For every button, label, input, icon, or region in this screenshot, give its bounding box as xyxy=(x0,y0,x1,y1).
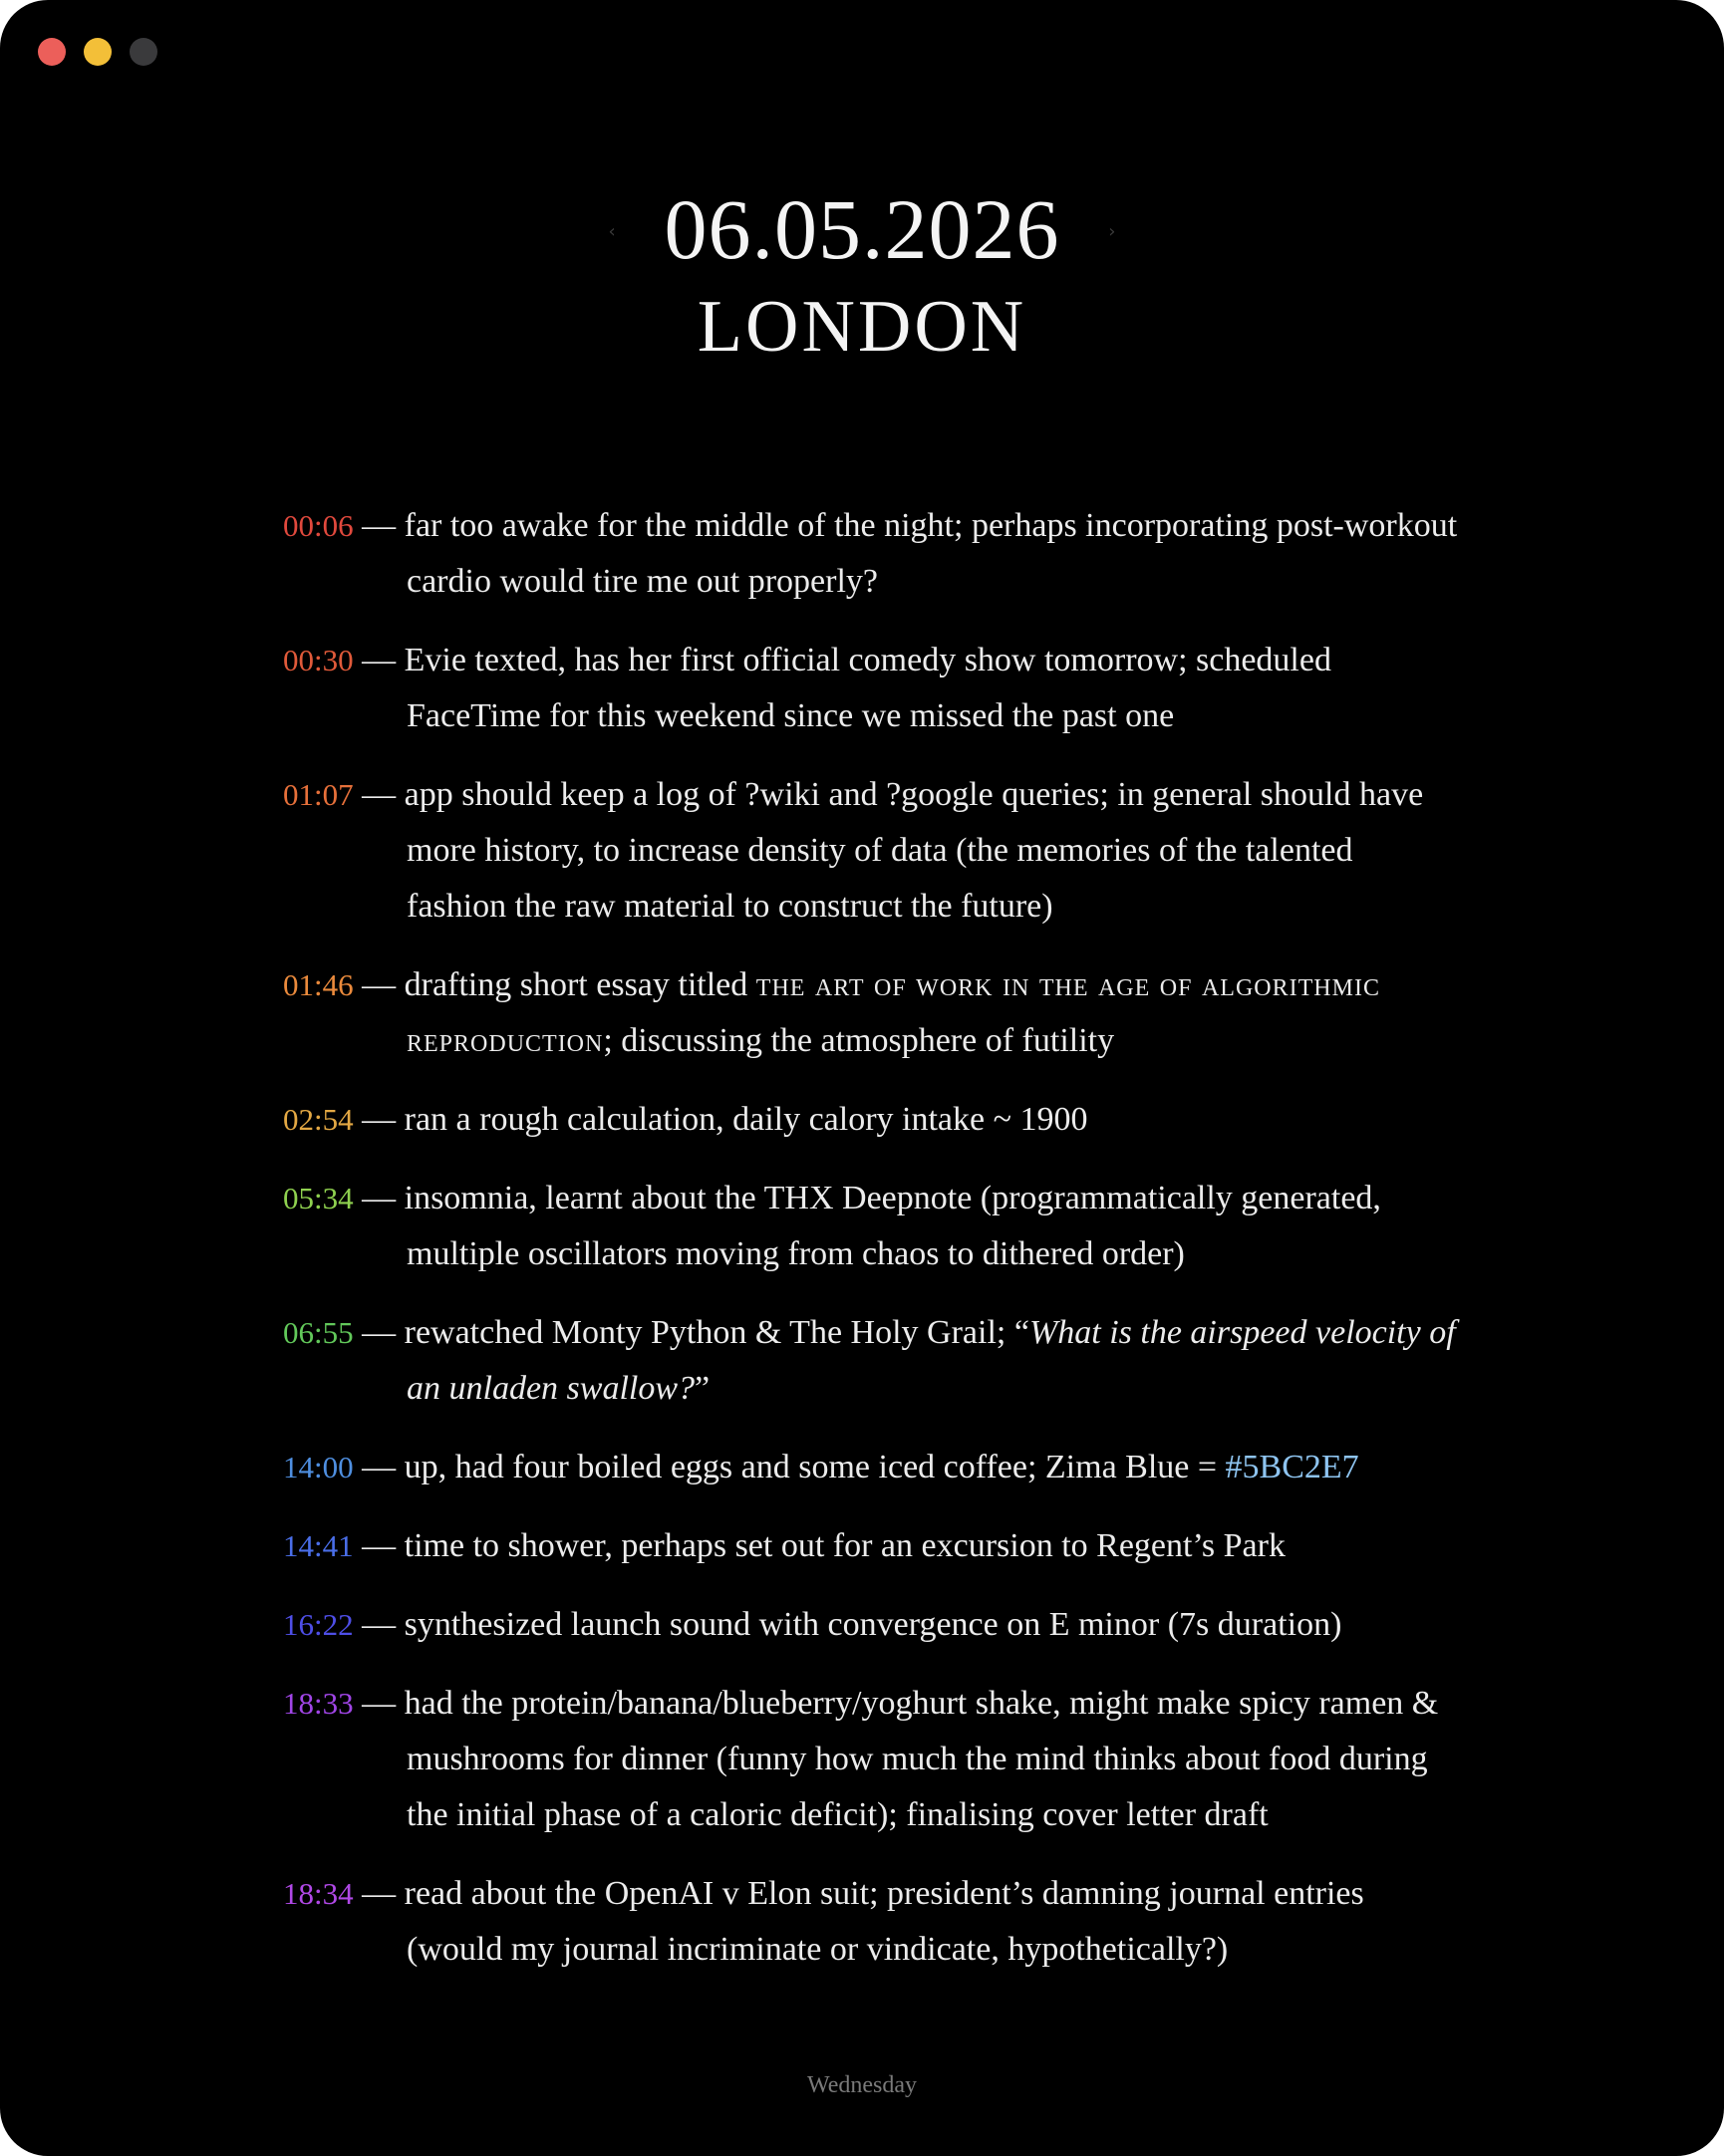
journal-entry xyxy=(283,1518,1459,1574)
minimize-button[interactable] xyxy=(84,38,112,66)
entry-separator: — xyxy=(362,1875,405,1912)
entry-text: drafting short essay titled xyxy=(404,966,756,1003)
entry-time: 05:34 xyxy=(283,1181,354,1215)
entry-time: 18:33 xyxy=(283,1686,354,1721)
entry-text: had the protein/banana/blueberry/yoghurt shake, might make spicy ramen & mushrooms for dinner (funny how much the mind thinks about food during the initial phase of a caloric deficit); finalising cover letter draft xyxy=(404,1685,1439,1833)
entry-separator: — xyxy=(362,1449,405,1485)
entry-text: app should keep a log of ?wiki and ?google queries; in general should have more history, to increase density of data (the memories of the talented fashion the raw material to construct the future) xyxy=(404,776,1424,925)
entry-time: 02:54 xyxy=(283,1102,354,1137)
entry-text: read about the OpenAI v Elon suit; president’s damning journal entries (would my journal incriminate or vindicate, hypothetically?) xyxy=(404,1875,1364,1968)
entry-text: Evie texted, has her first official comedy show tomorrow; scheduled FaceTime for this weekend since we missed the past one xyxy=(404,642,1331,734)
journal-entry xyxy=(283,1305,1459,1417)
entry-time: 14:41 xyxy=(283,1528,354,1563)
entry-separator: — xyxy=(362,1685,405,1722)
entry-separator: — xyxy=(362,1606,405,1643)
entry-separator: — xyxy=(362,507,405,544)
journal-city: LONDON xyxy=(697,286,1027,368)
journal-entries xyxy=(283,498,1459,2001)
entry-text: insomnia, learnt about the THX Deepnote (programmatically generated, multiple oscillators moving from chaos to dithered order) xyxy=(404,1180,1381,1272)
entry-separator: — xyxy=(362,1180,405,1216)
entry-separator: — xyxy=(362,1314,405,1351)
entry-text-tail: ” xyxy=(695,1370,711,1407)
quote-text: What is the airspeed velocity of an unladen swallow? xyxy=(407,1314,1456,1407)
entry-separator: — xyxy=(362,1527,405,1564)
essay-title: the art of work in the age of algorithmic reproduction xyxy=(407,966,1380,1059)
journal-entry xyxy=(283,1171,1459,1282)
journal-entry xyxy=(283,1092,1459,1148)
journal-entry xyxy=(283,767,1459,935)
entry-time: 01:07 xyxy=(283,777,354,812)
entry-time: 00:30 xyxy=(283,643,354,677)
journal-entry xyxy=(283,633,1459,744)
color-hex-link[interactable]: #5BC2E7 xyxy=(1225,1449,1359,1485)
entry-text: synthesized launch sound with convergence on E minor (7s duration) xyxy=(404,1606,1342,1643)
entry-text: time to shower, perhaps set out for an excursion to Regent’s Park xyxy=(404,1527,1286,1564)
window-controls xyxy=(38,38,157,66)
entry-text: ran a rough calculation, daily calory intake ~ 1900 xyxy=(404,1101,1088,1138)
entry-time: 01:46 xyxy=(283,967,354,1002)
next-day-arrow-icon[interactable]: › xyxy=(1108,221,1116,242)
entry-time: 16:22 xyxy=(283,1607,354,1642)
previous-day-arrow-icon[interactable]: ‹ xyxy=(608,221,616,242)
entry-text-tail: ; discussing the atmosphere of futility xyxy=(603,1022,1115,1059)
journal-entry xyxy=(283,957,1459,1069)
weekday-label: Wednesday xyxy=(806,2072,918,2098)
journal-date: 06.05.2026 xyxy=(664,181,1060,277)
entry-time: 14:00 xyxy=(283,1450,354,1484)
entry-separator: — xyxy=(362,966,405,1003)
date-row xyxy=(608,179,1116,279)
journal-entry xyxy=(283,1440,1459,1495)
entry-text: far too awake for the middle of the night; perhaps incorporating post-workout cardio would tire me out properly? xyxy=(404,507,1458,600)
entry-time: 18:34 xyxy=(283,1876,354,1911)
entry-separator: — xyxy=(362,642,405,678)
entry-text: up, had four boiled eggs and some iced coffee; Zima Blue = xyxy=(404,1449,1226,1485)
journal-entry xyxy=(283,1676,1459,1843)
journal-entry xyxy=(283,498,1459,610)
journal-header xyxy=(0,179,1724,375)
entry-separator: — xyxy=(362,776,405,813)
entry-time: 00:06 xyxy=(283,508,354,543)
journal-entry xyxy=(283,1866,1459,1978)
entry-text: rewatched Monty Python & The Holy Grail; “ xyxy=(404,1314,1029,1351)
entry-time: 06:55 xyxy=(283,1315,354,1350)
close-button[interactable] xyxy=(38,38,66,66)
entry-separator: — xyxy=(362,1101,405,1138)
zoom-button[interactable] xyxy=(130,38,157,66)
journal-entry xyxy=(283,1597,1459,1653)
